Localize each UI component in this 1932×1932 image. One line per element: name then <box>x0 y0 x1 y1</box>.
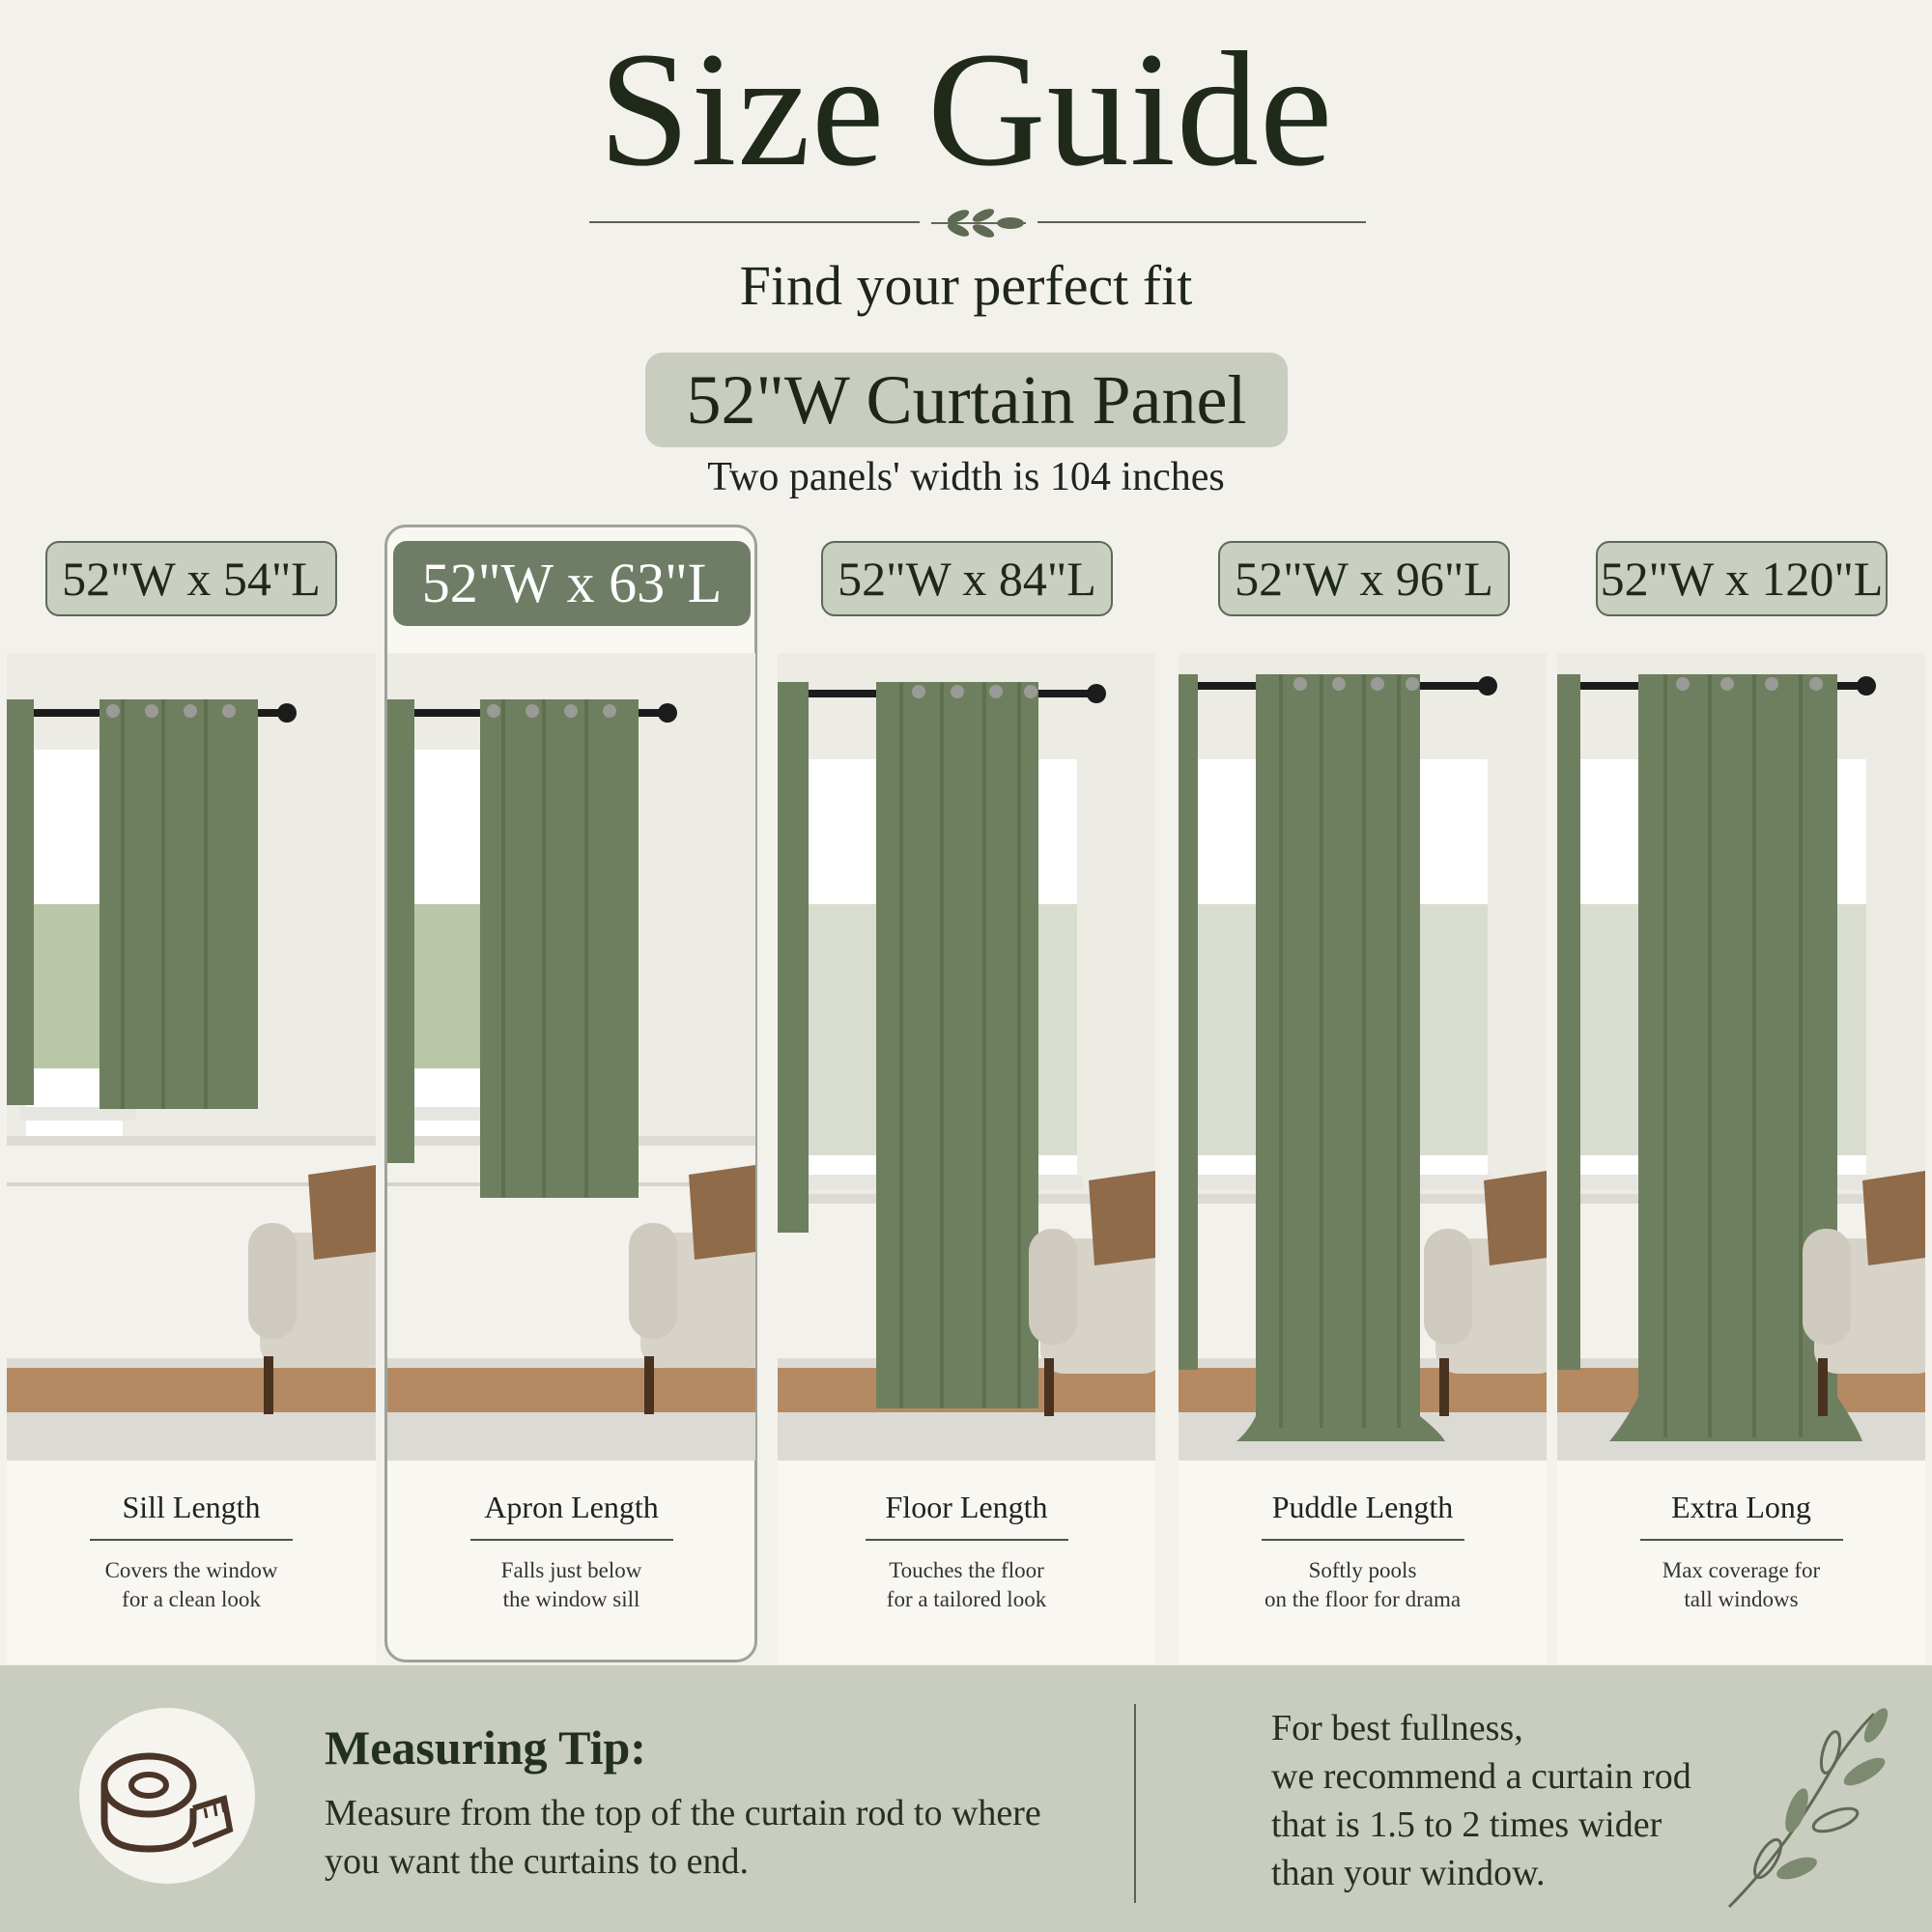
length-description-line1: Max coverage for <box>1662 1558 1821 1582</box>
length-description-line2: on the floor for drama <box>1264 1587 1462 1611</box>
length-description-line1: Covers the window <box>104 1558 278 1582</box>
title-divider-left <box>589 221 920 223</box>
caption-divider <box>1640 1539 1843 1541</box>
length-name: Floor Length <box>885 1490 1048 1524</box>
size-option-120[interactable]: 52"W x 120"L <box>1596 541 1888 616</box>
room-scene-sill <box>7 653 376 1461</box>
room-scene-puddle <box>1179 653 1547 1461</box>
subtitle: Find your perfect fit <box>739 254 1193 317</box>
measuring-tip-line1: Measure from the top of the curtain rod to where <box>325 1793 1041 1833</box>
room-scene-floor <box>778 653 1155 1461</box>
length-description-line2: tall windows <box>1684 1587 1799 1611</box>
leaf-branch-icon <box>1710 1704 1903 1917</box>
fullness-recommendation <box>1271 1704 1754 1897</box>
fullness-line: For best fullness, <box>1271 1708 1523 1748</box>
size-option-96[interactable]: 52"W x 96"L <box>1218 541 1510 616</box>
caption-extra-long <box>1557 1461 1925 1663</box>
room-scene-extra-long <box>1557 653 1925 1461</box>
length-description-line2: the window sill <box>502 1587 640 1611</box>
length-name: Extra Long <box>1671 1490 1811 1524</box>
measuring-tape-icon <box>79 1708 255 1884</box>
caption-divider <box>1262 1539 1464 1541</box>
page-title: Size Guide <box>598 18 1334 200</box>
panel-width-note: Two panels' width is 104 inches <box>707 455 1225 499</box>
length-description-line2: for a clean look <box>122 1587 261 1611</box>
room-scene-apron <box>387 653 755 1461</box>
size-option-54[interactable]: 52"W x 54"L <box>45 541 337 616</box>
fullness-line: we recommend a curtain rod <box>1271 1756 1691 1797</box>
tape-icon-badge <box>79 1708 255 1884</box>
length-description-line2: for a tailored look <box>886 1587 1047 1611</box>
title-divider-right <box>1037 221 1366 223</box>
caption-puddle <box>1179 1461 1547 1663</box>
caption-apron <box>387 1461 755 1663</box>
measuring-tip-text <box>325 1789 1078 1886</box>
measuring-tip-title: Measuring Tip: <box>325 1720 646 1775</box>
length-name: Sill Length <box>122 1490 261 1524</box>
footer-panel <box>0 1665 1932 1932</box>
size-option-63[interactable]: 52"W x 63"L <box>393 541 751 626</box>
measuring-tip-line2: you want the curtains to end. <box>325 1841 750 1882</box>
leaf-ornament-icon <box>929 203 1030 243</box>
size-option-84[interactable]: 52"W x 84"L <box>821 541 1113 616</box>
caption-floor <box>778 1461 1155 1663</box>
length-description-line1: Touches the floor <box>889 1558 1044 1582</box>
length-description-line1: Softly pools <box>1308 1558 1417 1582</box>
footer-divider <box>1134 1704 1136 1903</box>
caption-divider <box>90 1539 293 1541</box>
fullness-line: than your window. <box>1271 1853 1546 1893</box>
panel-width-badge: 52"W Curtain Panel <box>645 353 1288 447</box>
caption-divider <box>470 1539 673 1541</box>
caption-divider <box>866 1539 1068 1541</box>
length-description-line1: Falls just below <box>500 1558 642 1582</box>
fullness-line: that is 1.5 to 2 times wider <box>1271 1804 1662 1845</box>
caption-sill <box>7 1461 376 1663</box>
length-name: Apron Length <box>484 1490 659 1524</box>
length-name: Puddle Length <box>1271 1490 1454 1524</box>
